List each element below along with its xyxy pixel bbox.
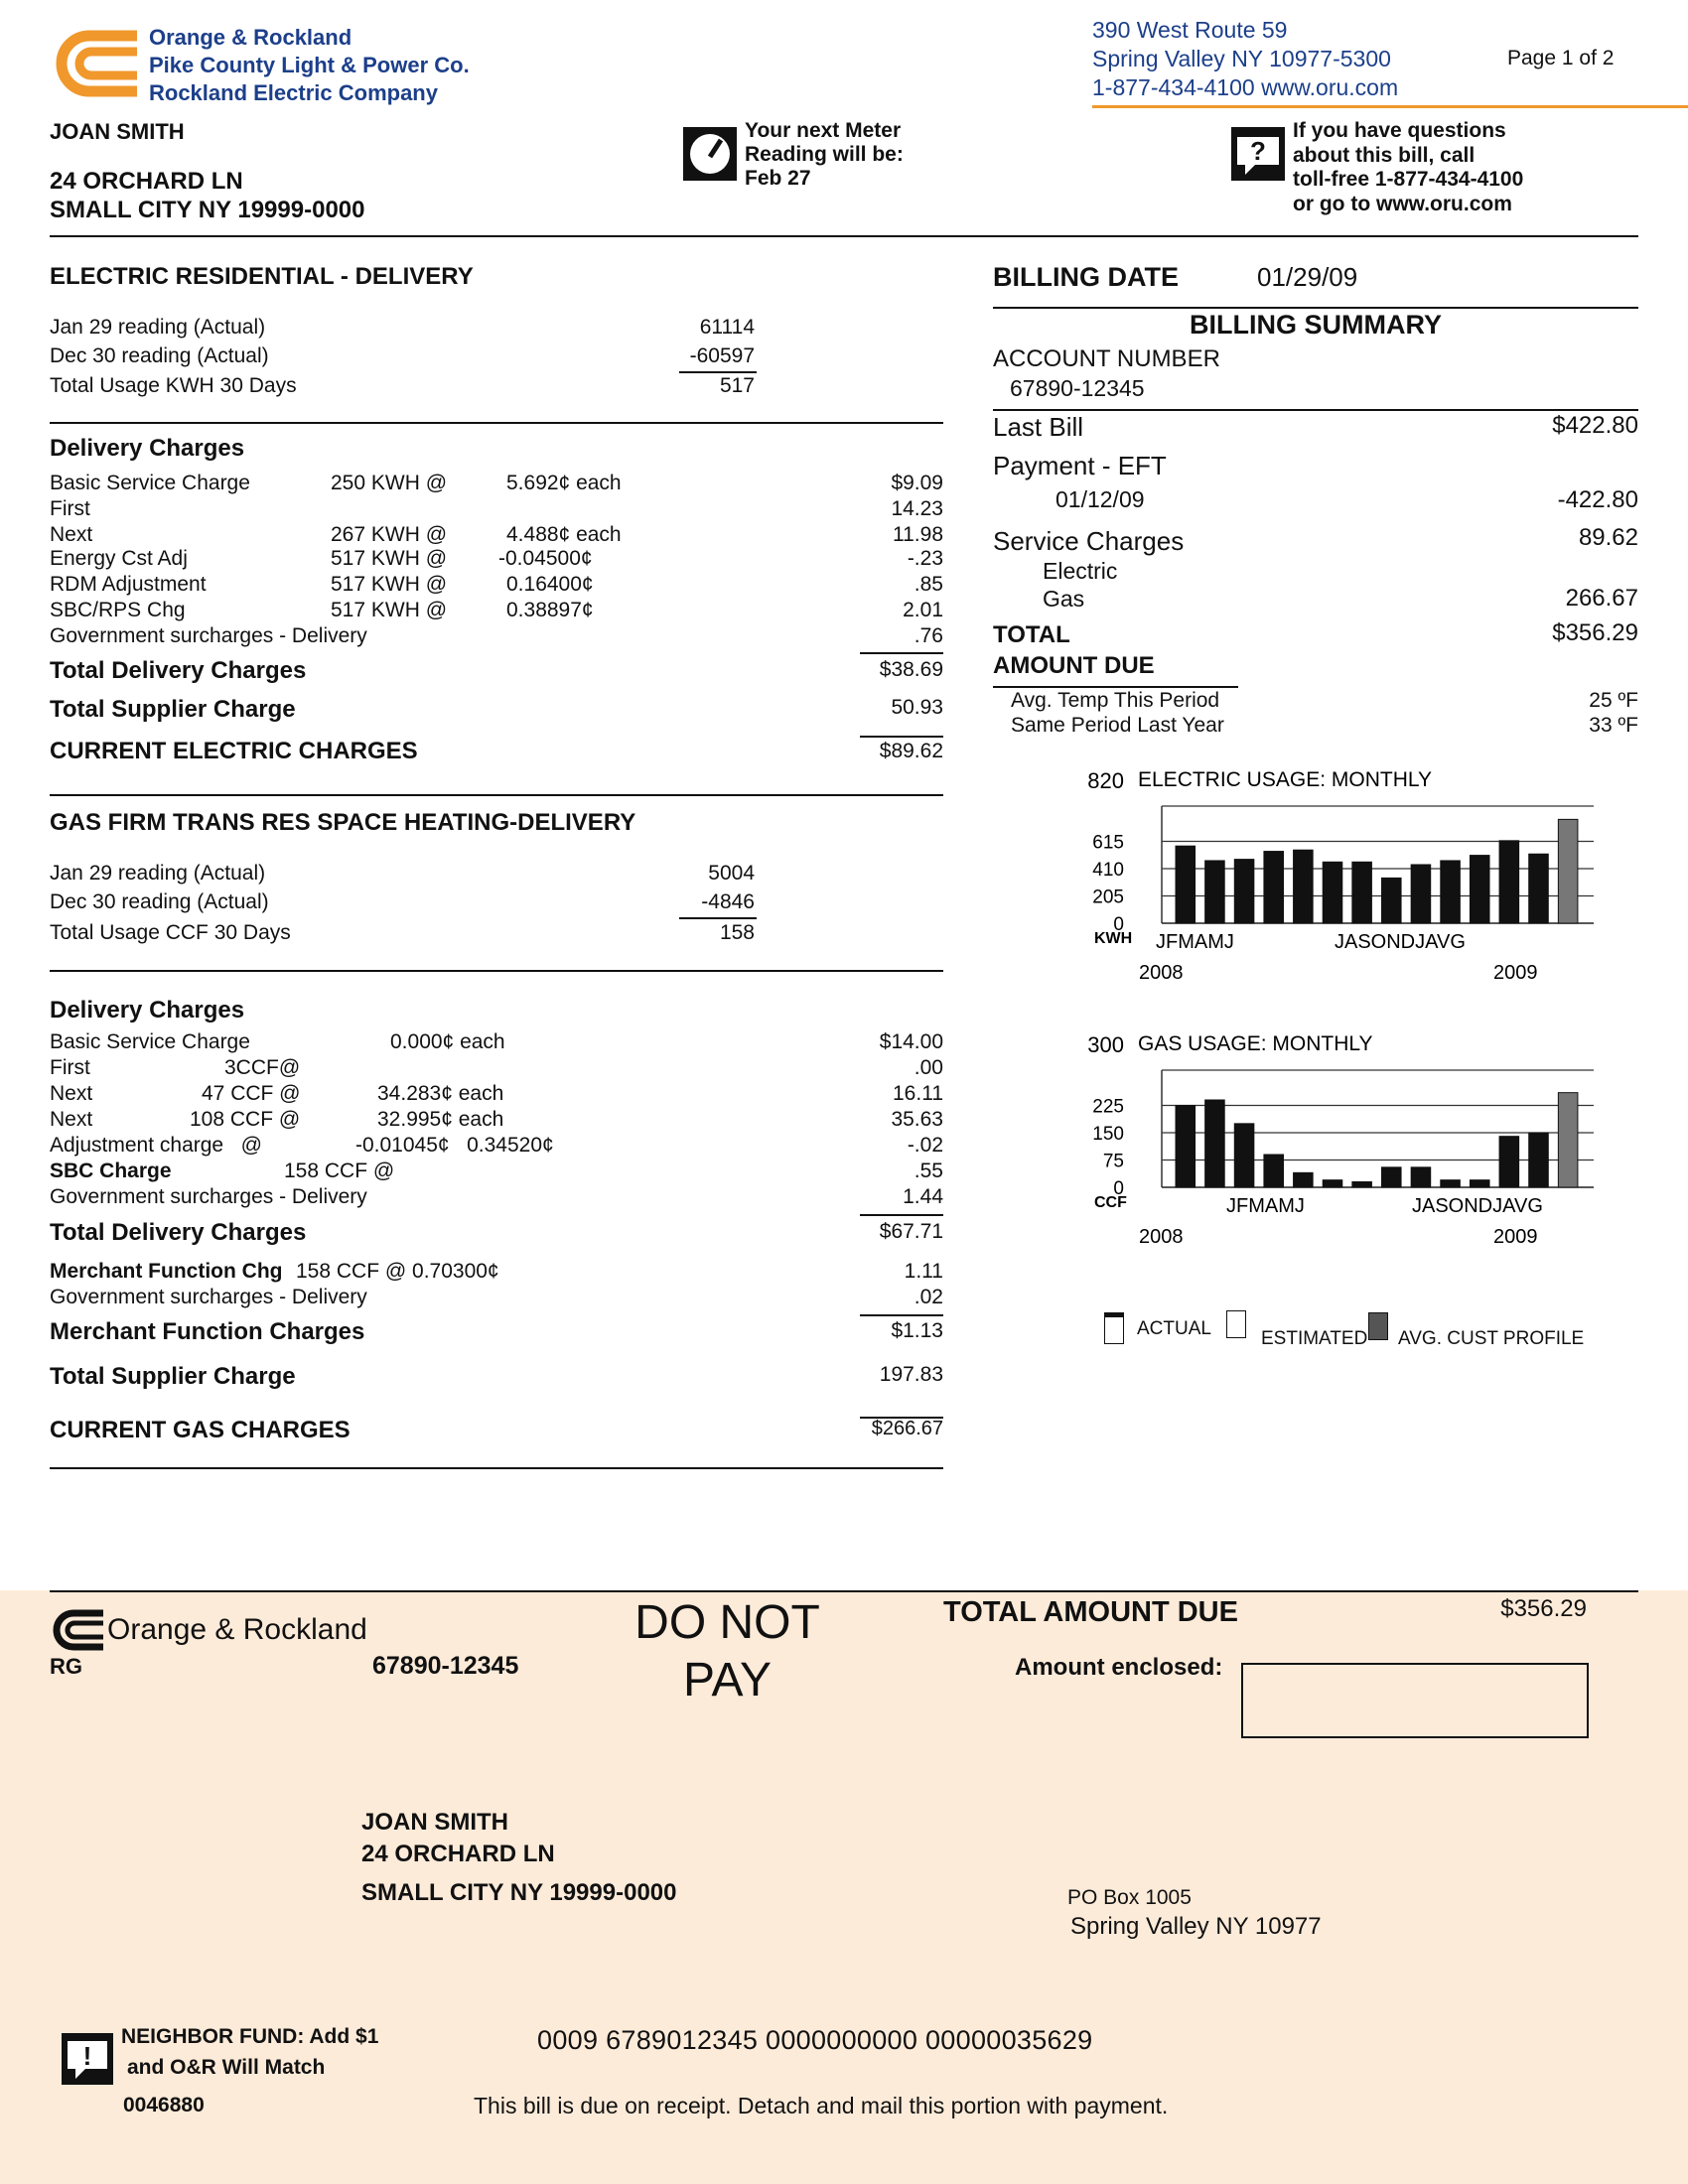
usage-bar — [1323, 1180, 1342, 1187]
charge-rate: 4.488¢ each — [506, 523, 622, 546]
gas-supplier-label: Total Supplier Charge — [50, 1363, 296, 1390]
remit-po-box: PO Box 1005 — [1067, 1886, 1192, 1909]
do-not-text: DO NOT — [634, 1596, 820, 1649]
electric-supplier-amount: 50.93 — [891, 696, 943, 719]
stub-code: RG — [50, 1654, 82, 1679]
merchant-function-amount: 1.11 — [904, 1260, 943, 1283]
merchant-total-amount: $1.13 — [891, 1319, 943, 1342]
usage-bar — [1529, 1133, 1549, 1187]
charge-qty: 250 KWH @ — [331, 472, 448, 494]
charge-label: RDM Adjustment — [50, 573, 207, 596]
usage-bar — [1294, 850, 1314, 923]
payment-date: 01/12/09 — [1055, 486, 1145, 512]
charge-qty: 47 CCF @ — [202, 1082, 301, 1105]
usage-bar — [1382, 1167, 1402, 1187]
electric-usage-chart — [1053, 764, 1609, 993]
legend-avg-swatch — [1368, 1312, 1388, 1340]
last-bill-amount: $422.80 — [1552, 412, 1638, 439]
usage-bar — [1411, 865, 1431, 923]
electric-total-delivery-label: Total Delivery Charges — [50, 657, 307, 684]
stub-top-rule — [50, 1590, 1638, 1592]
page-number: Page 1 of 2 — [1507, 47, 1615, 69]
y-tick-label: 300 — [1087, 1032, 1124, 1057]
y-tick-label: 225 — [1092, 1096, 1124, 1118]
usage-bar — [1470, 856, 1489, 923]
electric-current-label: CURRENT ELECTRIC CHARGES — [50, 738, 418, 764]
usage-bar — [1205, 861, 1225, 923]
month-labels-right: JASONDJAVG — [1412, 1195, 1543, 1217]
charge-label: Basic Service Charge — [50, 472, 250, 494]
gas-reading-label: Total Usage CCF 30 Days — [50, 921, 291, 944]
charge-amount: -.02 — [907, 1134, 943, 1157]
chart-title: ELECTRIC USAGE: MONTHLY — [1138, 768, 1432, 791]
account-number-label: ACCOUNT NUMBER — [993, 345, 1220, 372]
avg-bar — [1558, 1093, 1578, 1187]
gas-reading-label: Jan 29 reading (Actual) — [50, 862, 266, 885]
charge-label: First — [50, 497, 90, 520]
merchant-function-label: Merchant Function Chg — [50, 1260, 283, 1283]
y-tick-label: 75 — [1102, 1151, 1124, 1172]
charge-qty: 108 CCF @ — [190, 1108, 301, 1131]
meter-date: Feb 27 — [745, 167, 811, 190]
year-label-left: 2008 — [1139, 962, 1184, 984]
header-divider — [50, 235, 1638, 237]
gas-section-title: GAS FIRM TRANS RES SPACE HEATING-DELIVERY — [50, 809, 636, 836]
gas-reading-rule — [679, 917, 757, 919]
y-tick-label: 150 — [1092, 1124, 1124, 1145]
usage-bar — [1234, 1124, 1254, 1187]
neighbor-fund-line-1: NEIGHBOR FUND: Add $1 — [121, 2025, 379, 2048]
amount-enclosed-box[interactable] — [1241, 1663, 1589, 1738]
charge-rate: 0.000¢ each — [390, 1030, 505, 1053]
charge-rate: 34.283¢ each — [377, 1082, 504, 1105]
remit-city: Spring Valley NY 10977 — [1070, 1913, 1322, 1940]
gas-readings-divider — [50, 970, 943, 972]
gas-current-amount: $266.67 — [871, 1418, 943, 1439]
questions-line-2: about this bill, call — [1293, 143, 1476, 167]
charge-rate: 5.692¢ each — [506, 472, 622, 494]
legend-avg-label: AVG. CUST PROFILE — [1398, 1328, 1585, 1349]
legend-estimated-label: ESTIMATED — [1261, 1328, 1368, 1349]
summary-top-rule — [993, 307, 1638, 309]
usage-bar — [1176, 846, 1196, 923]
gas-usage-chart — [1053, 1028, 1609, 1247]
chart-title: GAS USAGE: MONTHLY — [1138, 1032, 1373, 1055]
avg-bar — [1558, 819, 1578, 923]
usage-bar — [1382, 878, 1402, 923]
charge-amount: 1.44 — [903, 1185, 943, 1208]
charge-amount: $14.00 — [879, 1030, 943, 1053]
usage-bar — [1411, 1167, 1431, 1187]
amount-enclosed-label: Amount enclosed: — [1015, 1654, 1223, 1681]
usage-bar — [1176, 1106, 1196, 1188]
legend-actual-label: ACTUAL — [1137, 1318, 1211, 1339]
gas-total-delivery: $67.71 — [879, 1220, 943, 1243]
header-orange-rule — [1092, 105, 1688, 108]
y-tick-label: 205 — [1092, 887, 1124, 908]
usage-bar — [1352, 862, 1372, 923]
charge-label: Basic Service Charge — [50, 1030, 250, 1053]
svg-text:!: ! — [82, 2041, 92, 2071]
total-amount-due: $356.29 — [1552, 619, 1638, 646]
company-phone-web: 1-877-434-4100 www.oru.com — [1092, 74, 1399, 100]
charge-rate: -0.01045¢ 0.34520¢ — [355, 1134, 554, 1157]
company-line-1: Orange & Rockland — [149, 25, 352, 50]
charge-label: Next — [50, 523, 93, 546]
electric-reading-label: Jan 29 reading (Actual) — [50, 316, 266, 339]
customer-name: JOAN SMITH — [50, 119, 185, 144]
y-tick-label: 820 — [1087, 768, 1124, 793]
scan-line: 0009 6789012345 0000000000 00000035629 — [537, 2025, 1093, 2055]
total-due-label-1: TOTAL — [993, 621, 1070, 648]
last-bill-label: Last Bill — [993, 412, 1084, 442]
electric-section-title: ELECTRIC RESIDENTIAL - DELIVERY — [50, 263, 474, 290]
last-year-temp-label: Same Period Last Year — [1011, 714, 1224, 737]
gas-summary-amount: 266.67 — [1565, 585, 1638, 612]
usage-bar — [1264, 852, 1284, 923]
gas-current-label: CURRENT GAS CHARGES — [50, 1417, 351, 1443]
electric-readings-divider — [50, 422, 943, 424]
y-tick-label: 0 — [1113, 1178, 1124, 1199]
gas-subtotal-rule — [860, 1214, 943, 1216]
total-due-rule — [993, 686, 1238, 688]
legend-actual-swatch — [1104, 1312, 1124, 1344]
gas-supplier-amount: 197.83 — [879, 1363, 943, 1386]
payment-amount: -422.80 — [1557, 486, 1638, 513]
meter-line-1: Your next Meter — [745, 119, 902, 142]
electric-reading-value: -60597 — [689, 344, 755, 367]
electric-total-delivery: $38.69 — [879, 658, 943, 681]
customer-street: 24 ORCHARD LN — [50, 168, 243, 195]
charge-label: SBC Charge — [50, 1160, 172, 1182]
billing-date: 01/29/09 — [1257, 262, 1358, 292]
gas-total-usage: 158 — [719, 921, 755, 944]
pay-text: PAY — [683, 1654, 772, 1706]
usage-bar — [1470, 1180, 1489, 1187]
gas-section-divider — [50, 1467, 943, 1469]
charge-amount: .76 — [914, 624, 943, 647]
legend-estimated-swatch — [1226, 1310, 1246, 1338]
charge-qty: 3CCF@ — [224, 1056, 301, 1079]
billing-summary-title: BILLING SUMMARY — [1190, 310, 1442, 340]
usage-bar — [1352, 1182, 1372, 1188]
charge-amount: .85 — [914, 573, 943, 596]
neighbor-fund-code: 0046880 — [123, 2094, 205, 2116]
last-year-temp-value: 33 ºF — [1589, 714, 1638, 737]
stub-footer-note: This bill is due on receipt. Detach and mail this portion with payment. — [474, 2093, 1169, 2118]
charge-label: Adjustment charge @ — [50, 1134, 262, 1157]
neighbor-fund-line-2: and O&R Will Match — [127, 2056, 326, 2079]
customer-city: SMALL CITY NY 19999-0000 — [50, 197, 365, 223]
questions-line-1: If you have questions — [1293, 119, 1506, 142]
oru-logo-mark — [50, 28, 149, 99]
electric-delivery-title: Delivery Charges — [50, 435, 245, 462]
company-address-2: Spring Valley NY 10977-5300 — [1092, 46, 1391, 71]
svg-text:?: ? — [1250, 136, 1266, 166]
gas-total-delivery-label: Total Delivery Charges — [50, 1219, 307, 1246]
billing-date-label: BILLING DATE — [993, 262, 1179, 292]
charge-label: Next — [50, 1082, 93, 1105]
stub-customer-street: 24 ORCHARD LN — [361, 1841, 555, 1867]
stub-company-name: Orange & Rockland — [107, 1613, 367, 1646]
usage-bar — [1499, 841, 1519, 923]
merchant-total-rule — [860, 1314, 943, 1316]
charge-amount: 11.98 — [893, 523, 943, 546]
usage-bar — [1441, 1180, 1461, 1187]
stub-total-label: TOTAL AMOUNT DUE — [943, 1596, 1238, 1628]
charge-qty: 267 KWH @ — [331, 523, 448, 546]
questions-line-3: toll-free 1-877-434-4100 — [1293, 168, 1524, 191]
month-labels-left: JFMAMJ — [1226, 1195, 1305, 1217]
unit-label: CCF — [1094, 1194, 1127, 1211]
charge-amount: .00 — [914, 1056, 943, 1079]
y-tick-label: 0 — [1113, 914, 1124, 935]
service-charges-label: Service Charges — [993, 526, 1185, 556]
year-label-left: 2008 — [1139, 1226, 1184, 1247]
account-number: 67890-12345 — [1010, 375, 1145, 401]
stub-total-amount: $356.29 — [1500, 1595, 1587, 1622]
charge-rate: 32.995¢ each — [377, 1108, 504, 1131]
usage-bar — [1323, 862, 1342, 923]
electric-summary-label: Electric — [1043, 558, 1118, 584]
charge-label: SBC/RPS Chg — [50, 599, 186, 621]
electric-reading-label: Total Usage KWH 30 Days — [50, 374, 297, 397]
usage-bar — [1205, 1100, 1225, 1187]
charge-qty: 517 KWH @ — [331, 573, 448, 596]
gas-gov-surcharge-amount: .02 — [914, 1286, 943, 1308]
electric-total-usage: 517 — [719, 374, 755, 397]
charge-amount: 14.23 — [891, 497, 943, 520]
usage-bar — [1234, 860, 1254, 923]
total-due-label-2: AMOUNT DUE — [993, 652, 1155, 679]
electric-reading-value: 61114 — [699, 316, 755, 339]
oru-logo-mark-small — [50, 1608, 105, 1652]
usage-bar — [1499, 1137, 1519, 1187]
charge-label: Energy Cst Adj — [50, 547, 188, 570]
meter-line-2: Reading will be: — [745, 143, 904, 166]
question-icon — [1231, 127, 1285, 181]
merchant-function-detail: 158 CCF @ 0.70300¢ — [296, 1260, 499, 1283]
charge-label: Government surcharges - Delivery — [50, 1185, 367, 1208]
charge-label: First — [50, 1056, 90, 1079]
year-label-right: 2009 — [1493, 1226, 1538, 1247]
electric-reading-rule — [679, 371, 757, 373]
unit-label: KWH — [1094, 930, 1133, 947]
year-label-right: 2009 — [1493, 962, 1538, 984]
y-tick-label: 410 — [1092, 860, 1124, 881]
company-line-3: Rockland Electric Company — [149, 80, 438, 105]
month-labels-right: JASONDJAVG — [1335, 931, 1466, 953]
charge-amount: -.23 — [907, 547, 943, 570]
charge-qty: 158 CCF @ — [284, 1160, 395, 1182]
usage-bar — [1294, 1172, 1314, 1187]
company-address-1: 390 West Route 59 — [1092, 17, 1288, 43]
alert-icon — [62, 2033, 113, 2085]
electric-current-amount: $89.62 — [879, 740, 943, 762]
charge-qty: 517 KWH @ — [331, 547, 448, 570]
charge-rate: 0.38897¢ — [506, 599, 594, 621]
company-line-2: Pike County Light & Power Co. — [149, 53, 470, 77]
merchant-total-label: Merchant Function Charges — [50, 1318, 365, 1345]
charge-amount: 16.11 — [893, 1082, 943, 1105]
avg-temp-label: Avg. Temp This Period — [1011, 689, 1220, 712]
avg-temp-value: 25 ºF — [1589, 689, 1638, 712]
charge-rate: 0.16400¢ — [506, 573, 594, 596]
electric-section-divider — [50, 794, 943, 796]
charge-amount: .55 — [914, 1160, 943, 1182]
charge-amount: $9.09 — [891, 472, 943, 494]
meter-gauge-icon — [683, 127, 737, 181]
y-tick-label: 615 — [1092, 832, 1124, 854]
payment-label: Payment - EFT — [993, 451, 1167, 480]
stub-account-number: 67890-12345 — [372, 1652, 519, 1680]
gas-reading-value: -4846 — [701, 890, 755, 913]
gas-reading-value: 5004 — [708, 862, 755, 885]
usage-bar — [1264, 1155, 1284, 1187]
gas-reading-label: Dec 30 reading (Actual) — [50, 890, 269, 913]
electric-supplier-label: Total Supplier Charge — [50, 696, 296, 723]
charge-label: Government surcharges - Delivery — [50, 624, 367, 647]
usage-bar — [1529, 854, 1549, 923]
charge-amount: 2.01 — [903, 599, 943, 621]
electric-summary-amount: 89.62 — [1578, 524, 1638, 551]
usage-bar — [1441, 861, 1461, 923]
electric-subtotal-rule — [860, 652, 943, 654]
electric-current-rule — [860, 736, 943, 738]
account-rule — [993, 409, 1638, 411]
charge-rate: -0.04500¢ — [498, 547, 593, 570]
questions-line-4: or go to www.oru.com — [1293, 192, 1512, 215]
gas-summary-label: Gas — [1043, 586, 1085, 612]
stub-customer-name: JOAN SMITH — [361, 1809, 509, 1836]
gas-gov-surcharge-label: Government surcharges - Delivery — [50, 1286, 367, 1308]
charge-label: Next — [50, 1108, 93, 1131]
month-labels-left: JFMAMJ — [1156, 931, 1234, 953]
charge-qty: 517 KWH @ — [331, 599, 448, 621]
electric-reading-label: Dec 30 reading (Actual) — [50, 344, 269, 367]
stub-customer-city: SMALL CITY NY 19999-0000 — [361, 1879, 677, 1906]
charge-amount: 35.63 — [891, 1108, 943, 1131]
gas-delivery-title: Delivery Charges — [50, 997, 245, 1024]
